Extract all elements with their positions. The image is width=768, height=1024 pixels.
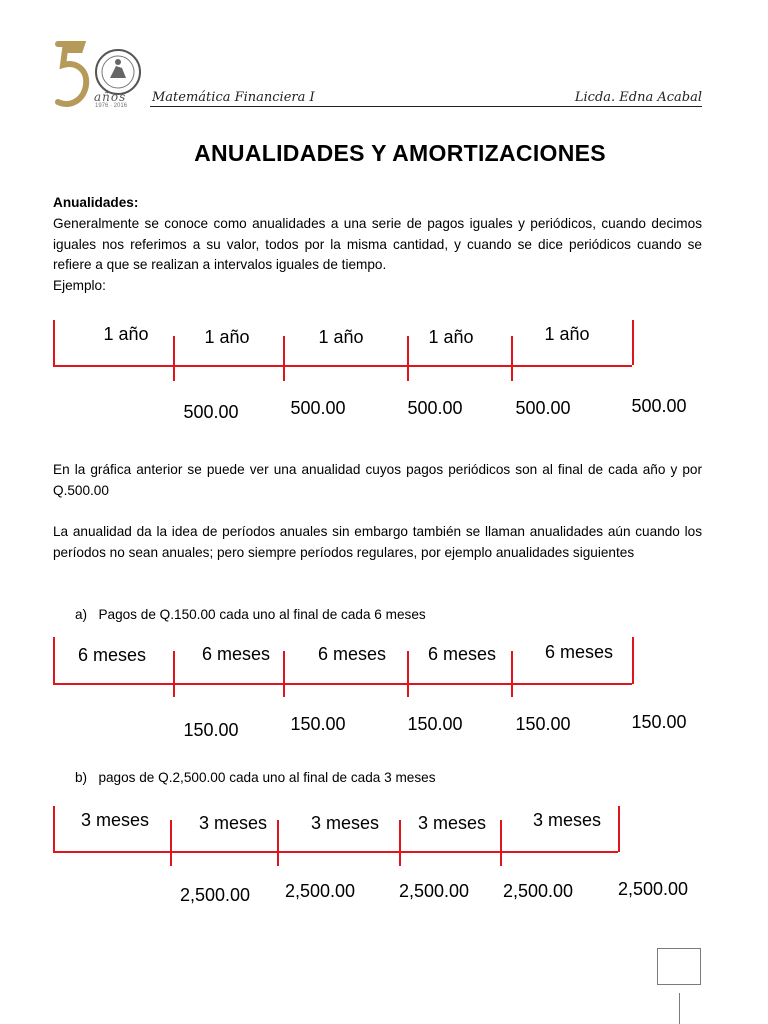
- timeline-payment-amount: 2,500.00: [284, 881, 356, 901]
- timeline-period-label: 3 meses: [532, 810, 602, 830]
- list-marker: b): [75, 770, 88, 785]
- explanation-paragraph-2: La anualidad da la idea de períodos anuales sin embargo también se llaman anualidades aún cuando los períodos no sean anuales; pero siempre períodos regulares, por ejemplo anualidades siguientes: [53, 524, 702, 560]
- timeline-period-label: 3 meses: [80, 810, 150, 830]
- logo-text: años: [94, 90, 127, 104]
- timeline-period-label: 3 meses: [310, 813, 380, 833]
- timeline-period-label: 6 meses: [427, 644, 497, 664]
- timeline-payment-amount: 150.00: [407, 714, 463, 734]
- timeline-payment-amount: 2,500.00: [179, 885, 251, 905]
- explanation-paragraph-1: En la gráfica anterior se puede ver una anualidad cuyos pagos periódicos son al final de cada año y por Q.500.00: [53, 462, 702, 498]
- timeline-period-label: 6 meses: [544, 642, 614, 662]
- timeline-period-label: 3 meses: [198, 813, 268, 833]
- course-name: Matemática Financiera I: [152, 90, 315, 105]
- timeline-start-cap: [53, 806, 55, 852]
- timeline-payment-amount: 500.00: [290, 398, 346, 418]
- timeline-payment-amount: 500.00: [407, 398, 463, 418]
- teacher-name: Licda. Edna Acabal: [574, 90, 702, 105]
- section-heading: Anualidades:: [53, 195, 139, 210]
- timeline-tick: [277, 820, 279, 866]
- timeline-payment-amount: 500.00: [183, 402, 239, 422]
- timeline-period-label: 1 año: [318, 327, 364, 347]
- timeline-end-cap: [618, 806, 620, 852]
- timeline-period-label: 1 año: [204, 327, 250, 347]
- timeline-payment-amount: 150.00: [515, 714, 571, 734]
- timeline-period-label: 3 meses: [417, 813, 487, 833]
- timeline-tick: [399, 820, 401, 866]
- list-item-text: Pagos de Q.150.00 cada uno al final de cada 6 meses: [98, 607, 426, 622]
- timeline-period-label: 1 año: [103, 324, 149, 344]
- timeline-payment-amount: 2,500.00: [617, 879, 689, 899]
- timeline-period-label: 6 meses: [77, 645, 147, 665]
- intro-paragraph: Generalmente se conoce como anualidades a una serie de pagos iguales y periódicos, cuando decimos iguales nos referimos a su valor, todos por la misma cantidad, y cuando se dice periódicos cuando se refiere a que se realizan a intervalos iguales de tiempo.: [53, 216, 702, 273]
- timeline-payment-amount: 150.00: [631, 712, 687, 732]
- timeline-payment-amount: 2,500.00: [398, 881, 470, 901]
- timeline-axis: [53, 851, 618, 853]
- timeline-period-label: 6 meses: [317, 644, 387, 664]
- timeline-tick: [170, 820, 172, 866]
- timeline-tick: [500, 820, 502, 866]
- logo-years: 1976 · 2016: [95, 103, 128, 109]
- example-label: Ejemplo:: [53, 278, 106, 293]
- timeline-period-label: 1 año: [428, 327, 474, 347]
- list-marker: a): [75, 607, 88, 622]
- timeline-payment-amount: 150.00: [290, 714, 346, 734]
- page-number-box: [657, 948, 701, 985]
- timeline-period-label: 1 año: [544, 324, 590, 344]
- timeline-payment-amount: 2,500.00: [502, 881, 574, 901]
- timeline-payment-amount: 150.00: [183, 720, 239, 740]
- page-title: ANUALIDADES Y AMORTIZACIONES: [194, 140, 606, 166]
- list-item-text: pagos de Q.2,500.00 cada uno al final de cada 3 meses: [98, 770, 436, 785]
- timeline-payment-amount: 500.00: [631, 396, 687, 416]
- timeline-payment-amount: 500.00: [515, 398, 571, 418]
- footer-tick-line: [679, 993, 680, 1024]
- timeline-period-label: 6 meses: [201, 644, 271, 664]
